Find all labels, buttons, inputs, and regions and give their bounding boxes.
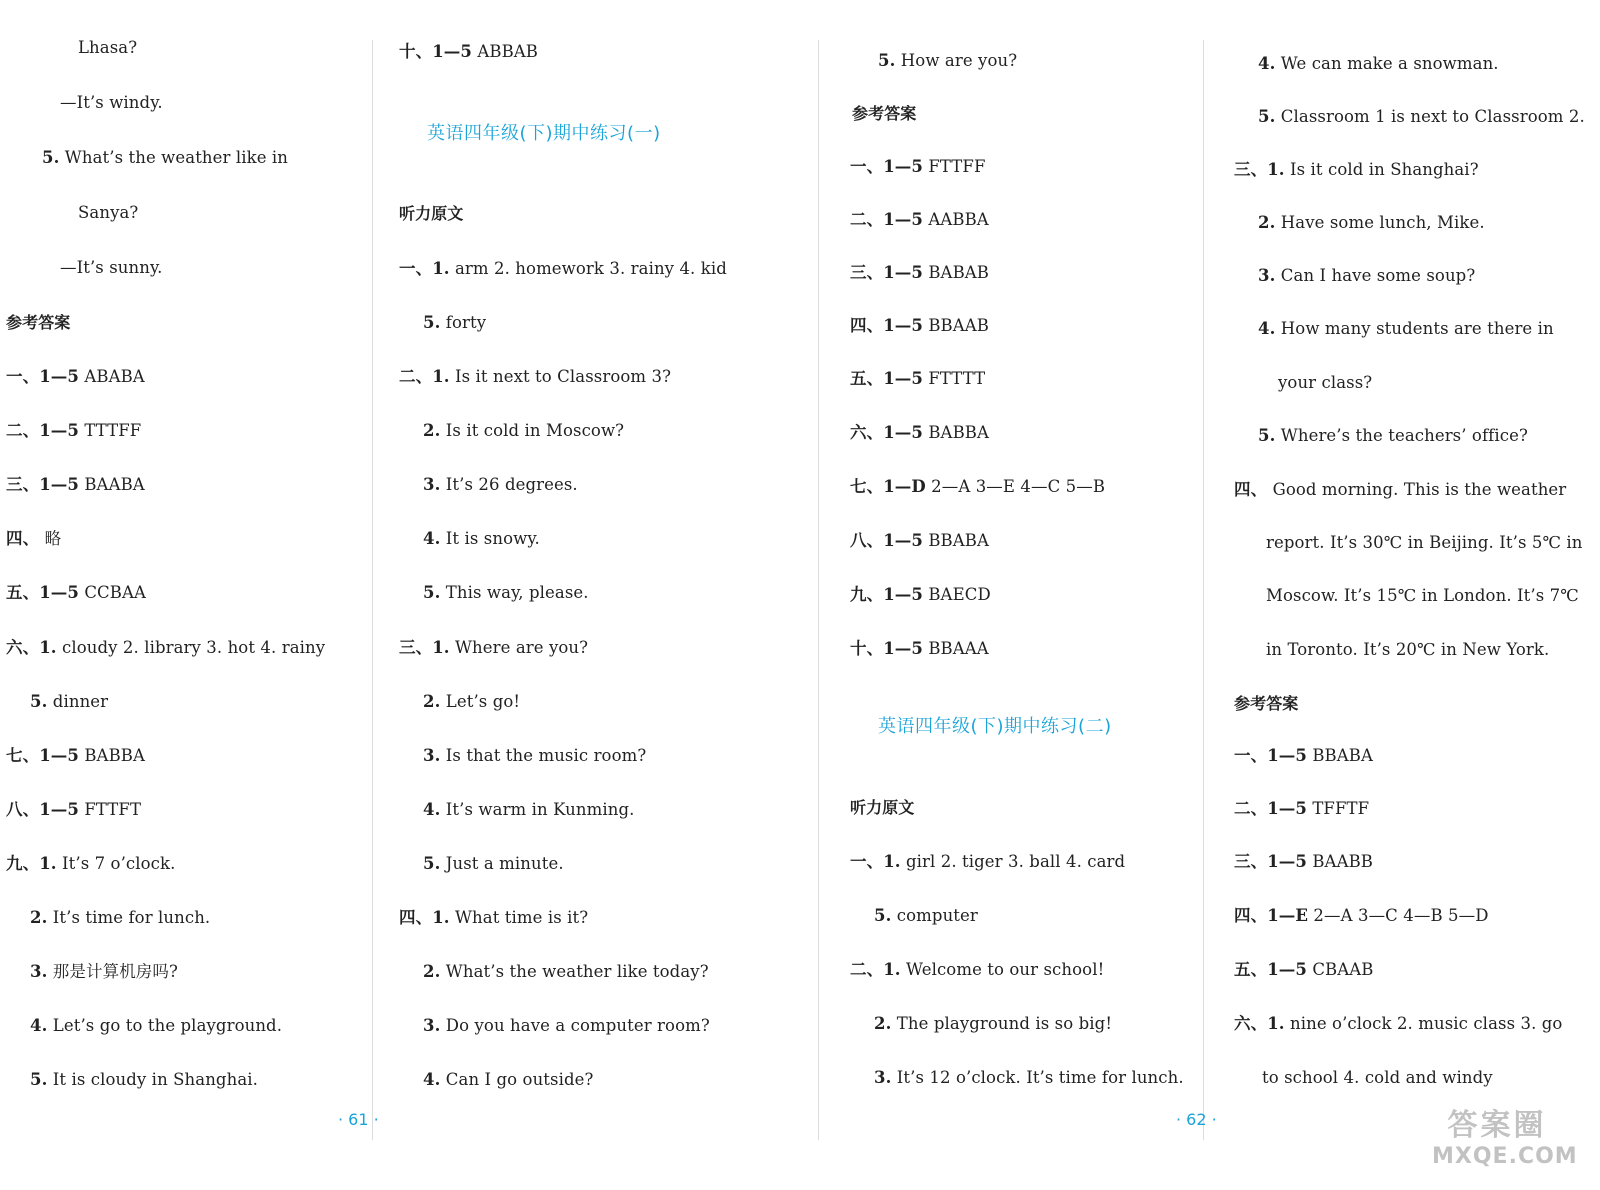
item-text: CCBAA <box>84 583 147 602</box>
item-number: 三、1. <box>1234 160 1285 179</box>
item-text: How many students are there in <box>1280 319 1554 338</box>
item-number: 二、1—5 <box>850 210 923 229</box>
answer-line <box>423 1016 710 1036</box>
item-text: Have some lunch, Mike. <box>1280 213 1485 232</box>
item-text: ABABA <box>84 367 145 386</box>
item-number: 5. <box>30 692 48 711</box>
item-text: TTTFF <box>84 421 142 440</box>
item-text: What’s the weather like in <box>64 148 289 167</box>
column-divider <box>818 40 819 1140</box>
answer-line <box>30 1016 282 1036</box>
item-number: 5. <box>423 854 441 873</box>
item-text: Is it cold in Moscow? <box>445 421 625 440</box>
answer-line <box>6 583 146 603</box>
answer-line <box>1234 852 1373 872</box>
answer-line <box>423 529 540 549</box>
item-number: 八、1—5 <box>6 800 79 819</box>
item-text: We can make a snowman. <box>1280 54 1499 73</box>
watermark-line-1: 答案圈 <box>1447 1108 1547 1143</box>
item-number: 5. <box>30 1070 48 1089</box>
column-3 <box>846 0 1196 1150</box>
item-number: 三、1. <box>399 638 450 657</box>
item-text: It’s time for lunch. <box>52 908 211 927</box>
watermark-line-2: MXQE.COM <box>1432 1144 1578 1169</box>
column-divider <box>1203 40 1204 1140</box>
answer-line <box>1234 906 1489 926</box>
item-text: —It’s windy. <box>60 93 163 112</box>
item-text: It’s 7 o’clock. <box>62 854 176 873</box>
item-number: 六、1. <box>6 638 57 657</box>
item-text: 那是计算机房吗? <box>52 962 178 981</box>
item-text: BABBA <box>84 746 146 765</box>
answer-line <box>6 367 145 387</box>
item-number: 3. <box>30 962 48 981</box>
item-number: 5. <box>878 51 896 70</box>
answer-line <box>78 38 137 58</box>
answer-line <box>850 263 989 283</box>
answer-line <box>399 638 588 658</box>
answer-line <box>423 583 589 603</box>
item-text: BAABA <box>84 475 145 494</box>
answer-line <box>850 369 985 389</box>
answer-line <box>423 313 486 333</box>
answer-line <box>1234 799 1369 819</box>
item-number: 四、1—5 <box>850 316 923 335</box>
item-text: AABBA <box>928 210 989 229</box>
item-text: BBAAA <box>928 639 989 658</box>
answer-line <box>6 638 325 658</box>
answer-line <box>423 746 646 766</box>
column-4 <box>1228 0 1600 1150</box>
item-text: TFFTF <box>1312 799 1370 818</box>
item-number: 六、1. <box>1234 1014 1285 1033</box>
item-text: Can I have some soup? <box>1280 266 1476 285</box>
column-1 <box>0 0 360 1150</box>
answer-line <box>42 148 288 168</box>
answer-line <box>1258 319 1554 339</box>
item-text: FTTTT <box>928 369 986 388</box>
item-number: 4. <box>1258 319 1276 338</box>
item-text: Sanya? <box>78 203 139 222</box>
item-text: Let’s go to the playground. <box>52 1016 283 1035</box>
item-number: 三、1—5 <box>850 263 923 282</box>
item-text: arm 2. homework 3. rainy 4. kid <box>455 259 727 278</box>
item-text: ABBAB <box>477 42 539 61</box>
item-text: The playground is so big! <box>896 1014 1113 1033</box>
answer-line <box>850 477 1105 497</box>
section-title: 英语四年级(下)期中练习(二) <box>878 716 1112 737</box>
answer-line <box>1266 533 1582 553</box>
item-text: BABAB <box>928 263 990 282</box>
answer-line <box>850 531 989 551</box>
item-number: 4. <box>1258 54 1276 73</box>
item-number: 一、1. <box>399 259 450 278</box>
answer-line <box>423 475 578 495</box>
item-number: 3. <box>423 1016 441 1035</box>
item-number: 3. <box>1258 266 1276 285</box>
item-number: 2. <box>423 692 441 711</box>
section-heading: 听力原文 <box>399 204 464 223</box>
section-heading: 参考答案 <box>1234 694 1299 713</box>
item-number: 3. <box>423 746 441 765</box>
item-number: 二、1. <box>850 960 901 979</box>
item-number: 4. <box>30 1016 48 1035</box>
item-number: 5. <box>42 148 60 167</box>
page-number-right: · 62 · <box>1176 1110 1217 1129</box>
item-text: Is it next to Classroom 3? <box>455 367 672 386</box>
item-number: 5. <box>1258 426 1276 445</box>
item-text: nine o’clock 2. music class 3. go <box>1290 1014 1563 1033</box>
item-text: girl 2. tiger 3. ball 4. card <box>906 852 1126 871</box>
item-text: This way, please. <box>445 583 589 602</box>
item-text: BBABA <box>1312 746 1374 765</box>
answer-line <box>1258 107 1585 127</box>
item-text: computer <box>896 906 978 925</box>
item-number: 八、1—5 <box>850 531 923 550</box>
item-text: Where are you? <box>455 638 589 657</box>
answer-line <box>6 475 145 495</box>
section-heading: 参考答案 <box>6 313 71 332</box>
item-number: 五、1—5 <box>1234 960 1307 979</box>
answer-line <box>1234 160 1479 180</box>
answer-line <box>874 906 978 926</box>
answer-line <box>1234 480 1566 500</box>
item-text: Where’s the teachers’ office? <box>1280 426 1528 445</box>
item-number: 二、1—5 <box>6 421 79 440</box>
answer-line <box>850 316 989 336</box>
answer-line <box>850 157 986 177</box>
item-text: Is it cold in Shanghai? <box>1290 160 1479 179</box>
section-title: 英语四年级(下)期中练习(一) <box>427 123 661 144</box>
answer-line <box>6 800 141 820</box>
column-2 <box>395 0 790 1150</box>
item-text: your class? <box>1278 373 1373 392</box>
answer-line <box>30 908 210 928</box>
item-text: Can I go outside? <box>445 1070 594 1089</box>
item-text: Moscow. It’s 15℃ in London. It’s 7℃ <box>1266 586 1579 605</box>
item-text: —It’s sunny. <box>60 258 163 277</box>
answer-line <box>1258 426 1528 446</box>
answer-line <box>6 746 145 766</box>
answer-line <box>399 908 588 928</box>
item-number: 六、1—5 <box>850 423 923 442</box>
section-heading: 听力原文 <box>850 798 915 817</box>
answer-line <box>423 962 709 982</box>
item-text: What’s the weather like today? <box>445 962 709 981</box>
item-text: FTTFF <box>928 157 986 176</box>
item-number: 一、1—5 <box>850 157 923 176</box>
answer-line <box>1258 266 1475 286</box>
item-number: 四、1. <box>399 908 450 927</box>
item-text: to school 4. cold and windy <box>1262 1068 1493 1087</box>
answer-line <box>1278 373 1372 393</box>
item-number: 五、1—5 <box>850 369 923 388</box>
item-text: in Toronto. It’s 20℃ in New York. <box>1266 640 1550 659</box>
item-number: 4. <box>423 1070 441 1089</box>
item-number: 四、 <box>6 529 40 548</box>
answer-line <box>874 1068 1184 1088</box>
item-number: 四、 <box>1234 480 1268 499</box>
answer-line <box>1266 640 1549 660</box>
item-number: 4. <box>423 529 441 548</box>
watermark-logo <box>1432 1108 1578 1178</box>
item-number: 二、1—5 <box>1234 799 1307 818</box>
item-text: FTTFT <box>84 800 142 819</box>
item-number: 2. <box>874 1014 892 1033</box>
item-text: Just a minute. <box>445 854 564 873</box>
answer-line <box>1262 1068 1493 1088</box>
item-text: It is snowy. <box>445 529 540 548</box>
item-text: Lhasa? <box>78 38 138 57</box>
answer-line <box>6 529 61 549</box>
item-text: It’s 12 o’clock. It’s time for lunch. <box>896 1068 1184 1087</box>
item-text: BABBA <box>928 423 990 442</box>
item-text: 2—A 3—C 4—B 5—D <box>1313 906 1489 925</box>
section-heading: 参考答案 <box>852 104 917 123</box>
item-number: 2. <box>1258 213 1276 232</box>
answer-line <box>30 1070 258 1090</box>
item-number: 五、1—5 <box>6 583 79 602</box>
item-text: Classroom 1 is next to Classroom 2. <box>1280 107 1585 126</box>
item-text: BBAAB <box>928 316 990 335</box>
item-number: 一、1—5 <box>6 367 79 386</box>
page-number-left: · 61 · <box>338 1110 379 1129</box>
answer-line <box>1266 586 1579 606</box>
item-number: 2. <box>423 962 441 981</box>
item-text: CBAAB <box>1312 960 1374 979</box>
item-number: 5. <box>1258 107 1276 126</box>
answer-line <box>423 421 624 441</box>
answer-line <box>78 203 138 223</box>
item-text: 略 <box>44 529 62 548</box>
item-text: Let’s go! <box>445 692 521 711</box>
item-number: 2. <box>30 908 48 927</box>
item-number: 5. <box>423 313 441 332</box>
answer-line <box>874 1014 1112 1034</box>
answer-line <box>423 854 564 874</box>
item-number: 十、1—5 <box>399 42 472 61</box>
item-number: 七、1—D <box>850 477 926 496</box>
answer-line <box>850 852 1125 872</box>
item-text: Welcome to our school! <box>906 960 1105 979</box>
answer-line <box>1234 1014 1562 1034</box>
item-text: It is cloudy in Shanghai. <box>52 1070 258 1089</box>
item-text: How are you? <box>900 51 1018 70</box>
answer-line <box>878 51 1017 71</box>
answer-line <box>850 210 989 230</box>
answer-line <box>30 692 108 712</box>
item-text: It’s 26 degrees. <box>445 475 578 494</box>
item-number: 4. <box>423 800 441 819</box>
answer-line <box>1234 746 1373 766</box>
item-text: BAECD <box>928 585 991 604</box>
answer-line <box>399 42 538 62</box>
item-number: 2. <box>423 421 441 440</box>
item-text: Is that the music room? <box>445 746 647 765</box>
answer-line <box>850 585 991 605</box>
answer-line <box>399 367 671 387</box>
answer-line <box>60 258 163 278</box>
answer-line <box>1258 54 1499 74</box>
answer-line <box>6 421 141 441</box>
answer-line <box>850 960 1104 980</box>
item-number: 5. <box>874 906 892 925</box>
item-number: 5. <box>423 583 441 602</box>
item-text: 2—A 3—E 4—C 5—B <box>931 477 1106 496</box>
item-number: 三、1—5 <box>6 475 79 494</box>
item-text: BBABA <box>928 531 990 550</box>
item-text: What time is it? <box>455 908 589 927</box>
item-number: 二、1. <box>399 367 450 386</box>
item-text: cloudy 2. library 3. hot 4. rainy <box>62 638 326 657</box>
answer-line <box>1258 213 1485 233</box>
item-text: Do you have a computer room? <box>445 1016 710 1035</box>
item-number: 七、1—5 <box>6 746 79 765</box>
item-number: 一、1—5 <box>1234 746 1307 765</box>
item-text: Good morning. This is the weather <box>1272 480 1567 499</box>
answer-line <box>60 93 163 113</box>
answer-line <box>6 854 175 874</box>
item-number: 3. <box>423 475 441 494</box>
item-text: It’s warm in Kunming. <box>445 800 635 819</box>
item-text: BAABB <box>1312 852 1374 871</box>
item-number: 九、1—5 <box>850 585 923 604</box>
item-number: 3. <box>874 1068 892 1087</box>
answer-line <box>423 692 520 712</box>
answer-line <box>850 639 989 659</box>
item-number: 四、1—E <box>1234 906 1309 925</box>
answer-line <box>399 259 727 279</box>
column-divider <box>372 40 373 1140</box>
item-number: 九、1. <box>6 854 57 873</box>
item-number: 十、1—5 <box>850 639 923 658</box>
answer-line <box>30 962 178 982</box>
item-text: dinner <box>52 692 109 711</box>
answer-line <box>423 1070 593 1090</box>
answer-line <box>1234 960 1374 980</box>
answer-line <box>850 423 989 443</box>
answer-line <box>423 800 634 820</box>
item-number: 一、1. <box>850 852 901 871</box>
item-text: report. It’s 30℃ in Beijing. It’s 5℃ in <box>1266 533 1583 552</box>
item-text: forty <box>445 313 487 332</box>
item-number: 三、1—5 <box>1234 852 1307 871</box>
